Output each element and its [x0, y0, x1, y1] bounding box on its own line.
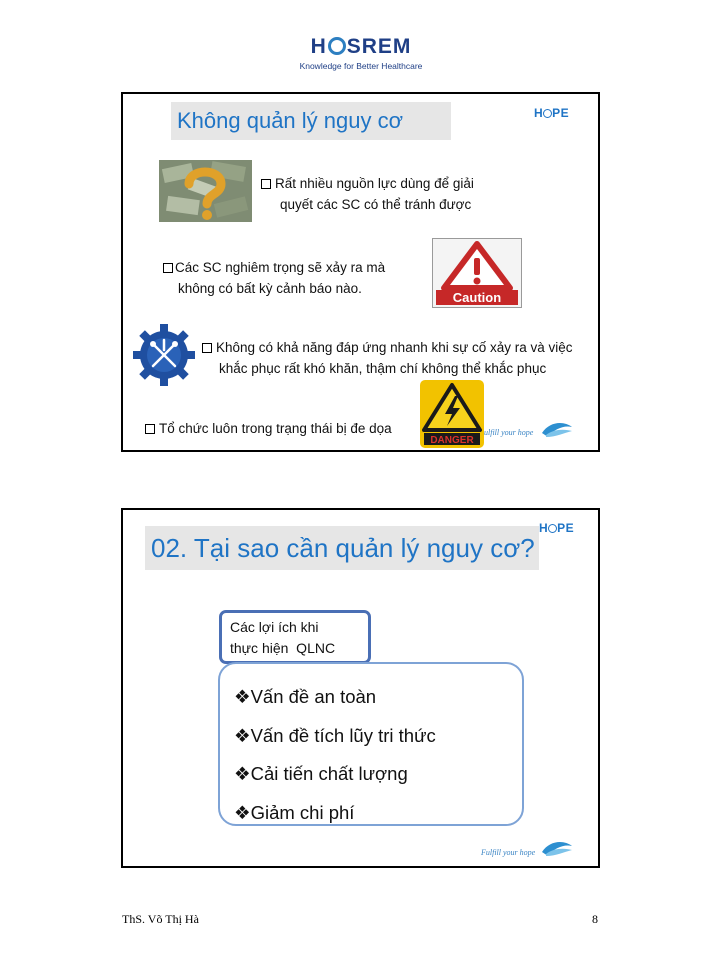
slide-1-title-bar [171, 102, 451, 140]
hope-o-icon [548, 524, 557, 533]
wave-logo-icon [540, 419, 574, 439]
slide-2 [121, 508, 600, 868]
checkbox-bullet-icon [145, 424, 155, 434]
fulfill-tagline: ulfill your hope [484, 428, 534, 437]
hope-logo: H PE [539, 521, 575, 535]
hosrem-o-icon [328, 37, 346, 55]
slide-1-item-4: Tổ chức luôn trong trạng thái bị đe dọa [145, 418, 392, 439]
benefit-item: ❖Giảm chi phí [234, 801, 355, 823]
caution-sign-image [432, 238, 522, 308]
slide-2-title: 02. Tại sao cần quản lý nguy cơ? [151, 533, 535, 563]
benefit-item: ❖Cải tiến chất lượng [234, 763, 408, 784]
checkbox-bullet-icon [261, 179, 271, 189]
benefit-item: ❖Vấn đề tích lũy tri thức [234, 724, 436, 746]
danger-sign-image [420, 380, 484, 448]
slide-2-title-bar [145, 526, 539, 570]
page-number: 8 [592, 912, 598, 926]
hosrem-tagline: Knowledge for Better Healthcare [299, 61, 423, 71]
slide-1-item-1: Rất nhiều nguồn lực dùng để giải quyết các SC có thể tránh được [261, 173, 474, 215]
checkbox-bullet-icon [202, 343, 212, 353]
money-question-mark-image [159, 160, 252, 222]
caution-sign-text: Caution [452, 290, 502, 305]
hosrem-logo [296, 34, 426, 78]
hope-logo: H PE [534, 106, 570, 120]
benefit-item: ❖Vấn đề an toàn [234, 686, 377, 707]
checkbox-bullet-icon [163, 263, 173, 273]
footer-author: ThS. Võ Thị Hà [122, 912, 199, 926]
gear-tools-icon [131, 322, 197, 388]
slide-1 [121, 92, 600, 452]
wave-logo-icon [540, 838, 574, 858]
slide-1-title: Không quản lý nguy cơ [177, 108, 404, 133]
slide-1-item-2: Các SC nghiêm trọng sẽ xảy ra mà không có bất kỳ cảnh báo nào. [163, 257, 385, 299]
slide-1-item-3: Không có khả năng đáp ứng nhanh khi sự cố xảy ra và việc khắc phục rất khó khăn, thậm chí không thể khắc phục [202, 337, 573, 379]
hosrem-logo-word: H SREM [310, 35, 412, 58]
benefit-label-box: Các lợi ích khi thực hiện QLNC [219, 610, 371, 664]
benefits-list [218, 662, 524, 826]
fulfill-tagline: Fulfill your hope [481, 848, 536, 857]
danger-sign-text: DANGER [430, 435, 474, 446]
hope-o-icon [543, 109, 552, 118]
